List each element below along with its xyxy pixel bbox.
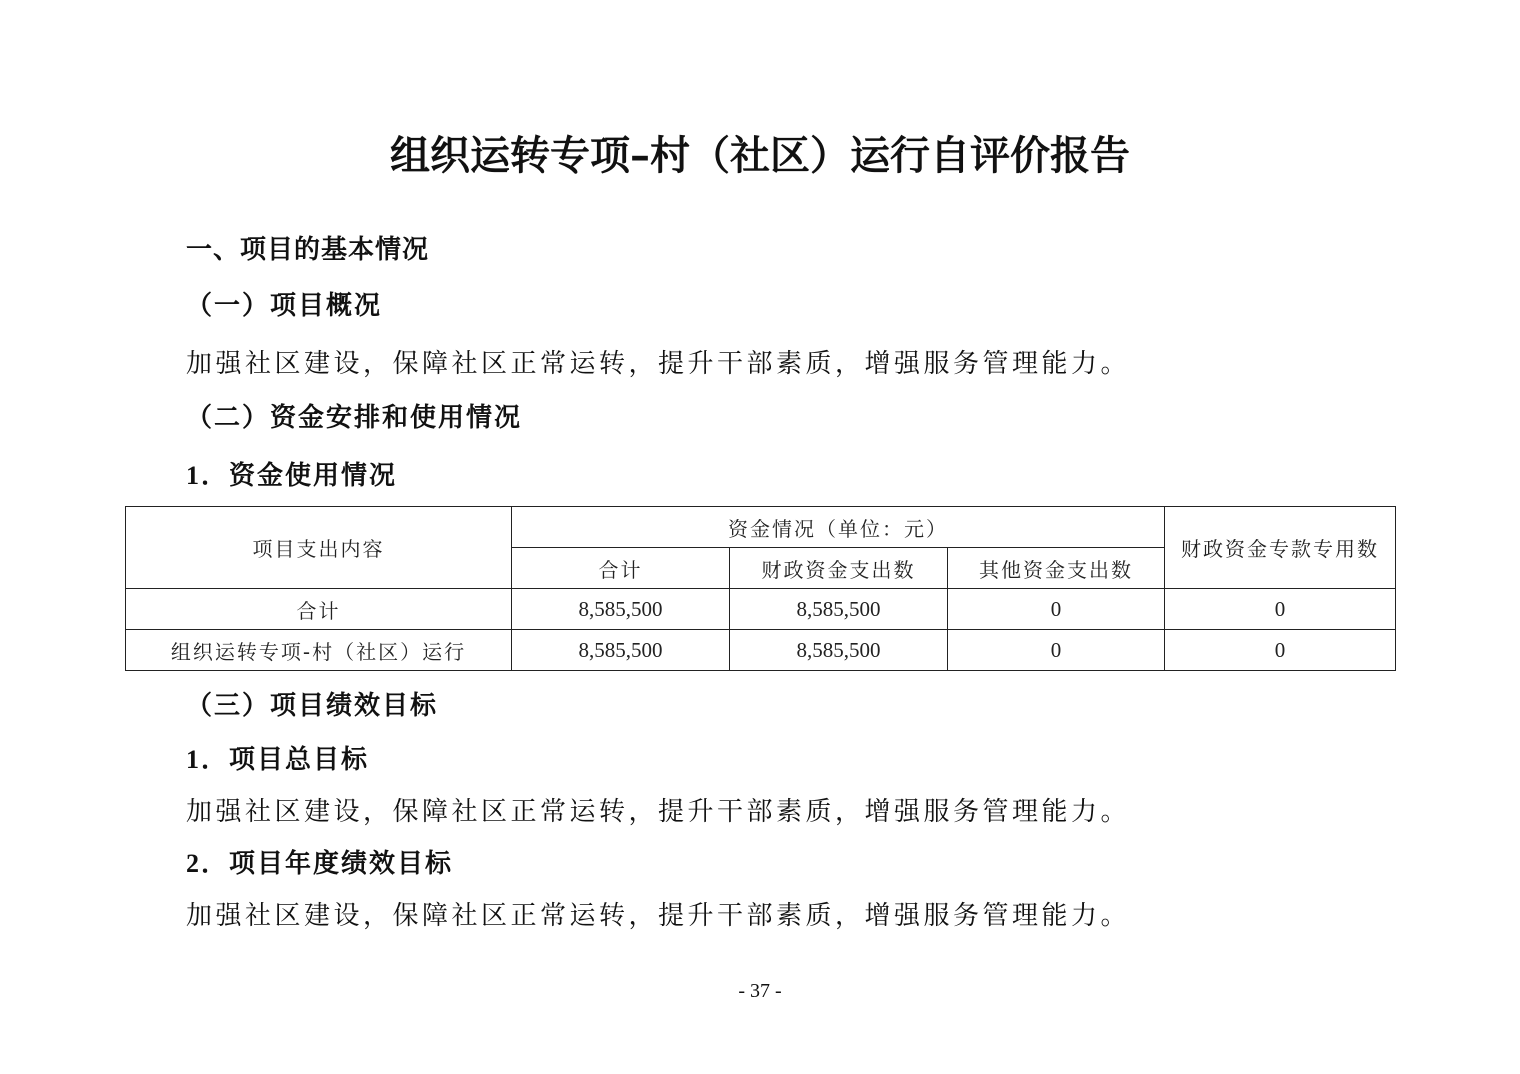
row-special: 0 [1165,589,1396,630]
row-item: 合计 [126,589,512,630]
row-fiscal: 8,585,500 [730,630,948,671]
item-label: 资金使用情况 [229,461,398,491]
overall-goal-paragraph: 加强社区建设，保障社区正常运转，提升干部素质，增强服务管理能力。 [186,797,1131,827]
header-fund-status: 资金情况（单位：元） [512,507,1165,548]
item-heading-annual-goal [186,844,453,884]
header-special-fund: 财政资金专款专用数 [1165,507,1396,589]
item-heading-fund-usage [186,456,397,496]
row-item: 组织运转专项-村（社区）运行 [126,630,512,671]
item-label: 项目年度绩效目标 [229,849,454,879]
subsection-heading-funding: （二）资金安排和使用情况 [186,403,523,433]
item-number: 1． [186,745,230,774]
row-special: 0 [1165,630,1396,671]
overview-paragraph: 加强社区建设，保障社区正常运转，提升干部素质，增强服务管理能力。 [186,349,1131,379]
table-row [126,630,1396,671]
subsection-heading-performance-goals: （三）项目绩效目标 [186,691,439,721]
page-number: - 37 - [738,980,782,1002]
subsection-heading-overview: （一）项目概况 [186,291,383,321]
row-other: 0 [948,589,1165,630]
row-fiscal: 8,585,500 [730,589,948,630]
row-total: 8,585,500 [512,630,730,671]
document-title: 组织运转专项–村（社区）运行自评价报告 [390,132,1130,179]
fund-usage-table [125,506,1396,671]
item-label: 项目总目标 [229,745,370,775]
row-other: 0 [948,630,1165,671]
section-heading-basic-info: 一、项目的基本情况 [186,235,430,265]
annual-goal-paragraph: 加强社区建设，保障社区正常运转，提升干部素质，增强服务管理能力。 [186,901,1131,931]
row-total: 8,585,500 [512,589,730,630]
table-row [126,589,1396,630]
subheader-total: 合计 [512,548,730,589]
header-item-content: 项目支出内容 [126,507,512,589]
subheader-fiscal: 财政资金支出数 [730,548,948,589]
table-header-row [126,507,1396,548]
item-number: 2． [186,849,230,878]
item-heading-overall-goal [186,740,369,780]
subheader-other: 其他资金支出数 [948,548,1165,589]
item-number: 1． [186,461,230,490]
